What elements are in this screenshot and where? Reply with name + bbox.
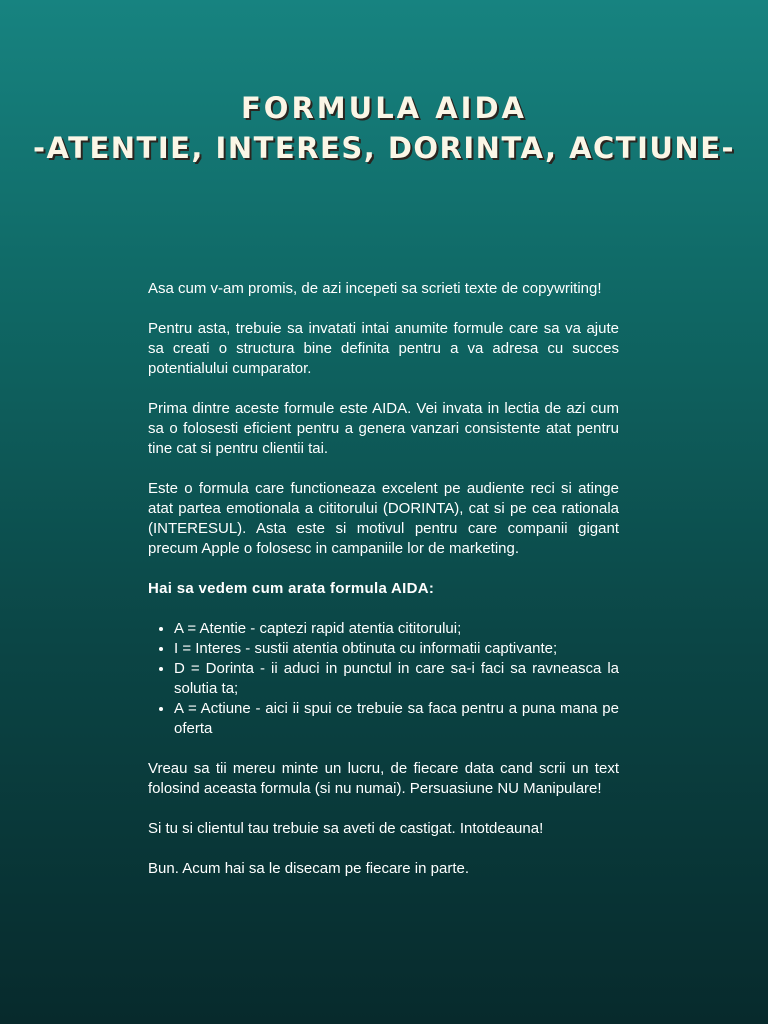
formulas-paragraph: Pentru asta, trebuie sa invatati intai anumite formule care sa va ajute sa creati o structura bine definita pentru a va adresa cu succes potentialului cumparator. [148,320,619,377]
title-block [0,88,768,168]
list-item-dorinta: • D = Dorinta - ii aduci in punctul in care sa-i faci sa ravneasca la solutia ta; [174,659,619,699]
list-item-interes: • I = Interes - sustii atentia obtinuta cu informatii captivante; [174,639,619,659]
page-title: FORMULA AIDA [241,91,527,125]
list-item-atentie: • A = Atentie - captezi rapid atentia cititorului; [174,619,619,639]
intro-paragraph: Asa cum v-am promis, de azi incepeti sa scrieti texte de copywriting! [148,280,602,297]
closing-paragraph: Bun. Acum hai sa le disecam pe fiecare in parte. [148,860,470,877]
win-win-paragraph: Si tu si clientul tau trebuie sa aveti de castigat. Intotdeauna! [148,820,544,837]
aida-list [148,619,619,739]
audience-paragraph: Este o formula care functioneaza excelent pe audiente reci si atinge atat partea emotionala a cititorului (DORINTA), cat si pe cea rationala (INTERESUL). Asta este si motivul pentru care companii gigant precum Apple o folosesc in campaniile lor de marketing. [148,480,619,557]
document-body [148,279,619,899]
persuasion-paragraph: Vreau sa tii mereu minte un lucru, de fiecare data cand scrii un text folosind aceasta formula (si nu numai). Persuasiune NU Manipulare! [148,760,619,797]
list-item-actiune: • A = Actiune - aici ii spui ce trebuie sa faca pentru a puna mana pe oferta [174,699,619,739]
page-subtitle: -ATENTIE, INTERES, DORINTA, ACTIUNE- [32,131,736,165]
aida-intro-paragraph: Prima dintre aceste formule este AIDA. Vei invata in lectia de azi cum sa o folosesti eficient pentru a genera vanzari consistente atat pentru tine cat si pentru clientii tai. [148,400,619,457]
section-heading: Hai sa vedem cum arata formula AIDA: [148,580,435,597]
